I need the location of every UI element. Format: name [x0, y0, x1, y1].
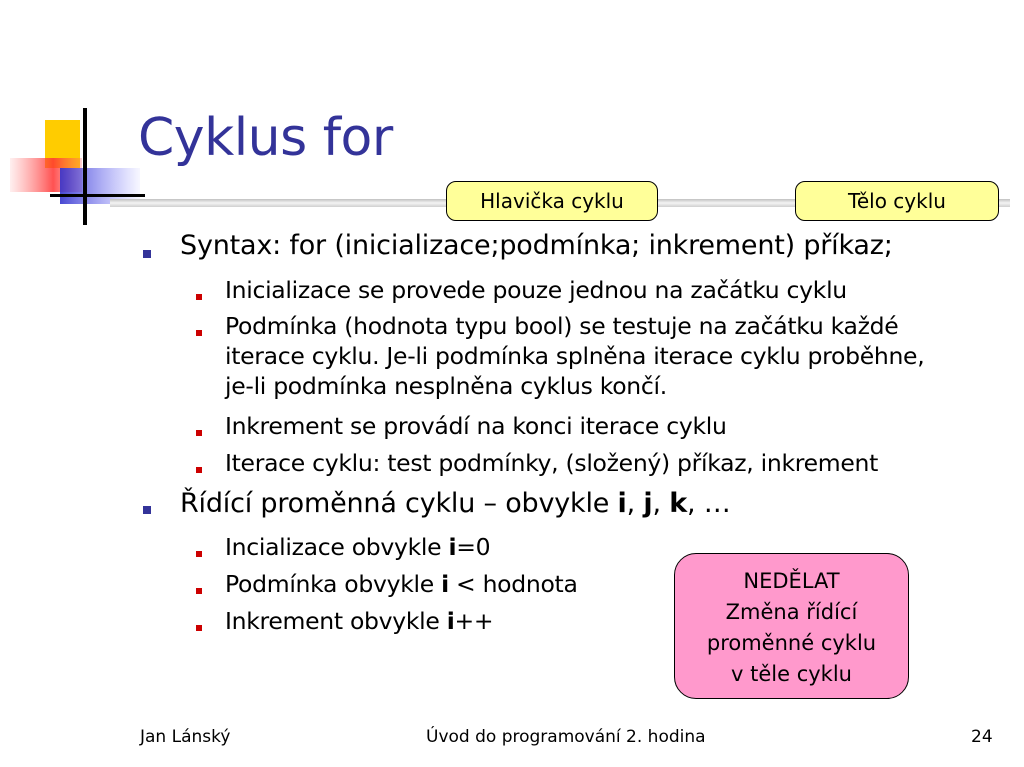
sub-bullet-marker — [196, 330, 202, 336]
callout-body: Tělo cyklu — [795, 181, 999, 221]
sub-bullet-marker — [196, 588, 202, 594]
var-j: j — [643, 488, 653, 519]
sub-bullet-marker — [196, 551, 202, 557]
bullet-marker — [143, 250, 151, 258]
footer-course: Úvod do programování 2. hodina — [426, 727, 706, 747]
warning-line: proměnné cyklu — [706, 631, 877, 655]
bullet-syntax: Syntax: for (inicializace;podmínka; inkrement) příkaz; — [180, 230, 893, 261]
sub-bullet-init: Inicializace se provede pouze jednou na začátku cyklu — [225, 276, 847, 304]
sub-bullet-condition-usual: Podmínka obvykle i < hodnota — [225, 570, 578, 598]
warning-line: NEDĚLAT — [743, 569, 840, 593]
var-k: k — [669, 488, 687, 519]
sub-bullet-condition-line2: iterace cyklu. Je-li podmínka splněna iterace cyklu proběhne, — [225, 342, 925, 370]
page-number: 24 — [971, 727, 993, 747]
sub-bullet-init-usual: Incializace obvykle i=0 — [225, 533, 491, 561]
sub-bullet-increment: Inkrement se provádí na konci iterace cyklu — [225, 412, 727, 440]
sub-bullet-marker — [196, 625, 202, 631]
callout-warning — [674, 553, 909, 699]
warning-line: v těle cyklu — [731, 662, 852, 686]
sub-bullet-marker — [196, 467, 202, 473]
var-i: i — [617, 488, 627, 519]
sub-bullet-marker — [196, 430, 202, 436]
bullet-control-variable: Řídící proměnná cyklu – obvykle i, j, k, … — [180, 488, 731, 519]
slide-title: Cyklus for — [138, 108, 393, 168]
footer-author: Jan Lánský — [140, 727, 231, 747]
bullet-marker — [143, 506, 151, 514]
warning-line: Změna řídící — [725, 600, 858, 624]
sub-bullet-marker — [196, 294, 202, 300]
sub-bullet-condition-line3: je-li podmínka nesplněna cyklus končí. — [225, 372, 667, 400]
sub-bullet-increment-usual: Inkrement obvykle i++ — [225, 607, 494, 635]
callout-header: Hlavička cyklu — [446, 181, 658, 221]
sub-bullet-condition-line1: Podmínka (hodnota typu bool) se testuje na začátku každé — [225, 312, 899, 340]
sub-bullet-iteration: Iterace cyklu: test podmínky, (složený) příkaz, inkrement — [225, 449, 879, 477]
